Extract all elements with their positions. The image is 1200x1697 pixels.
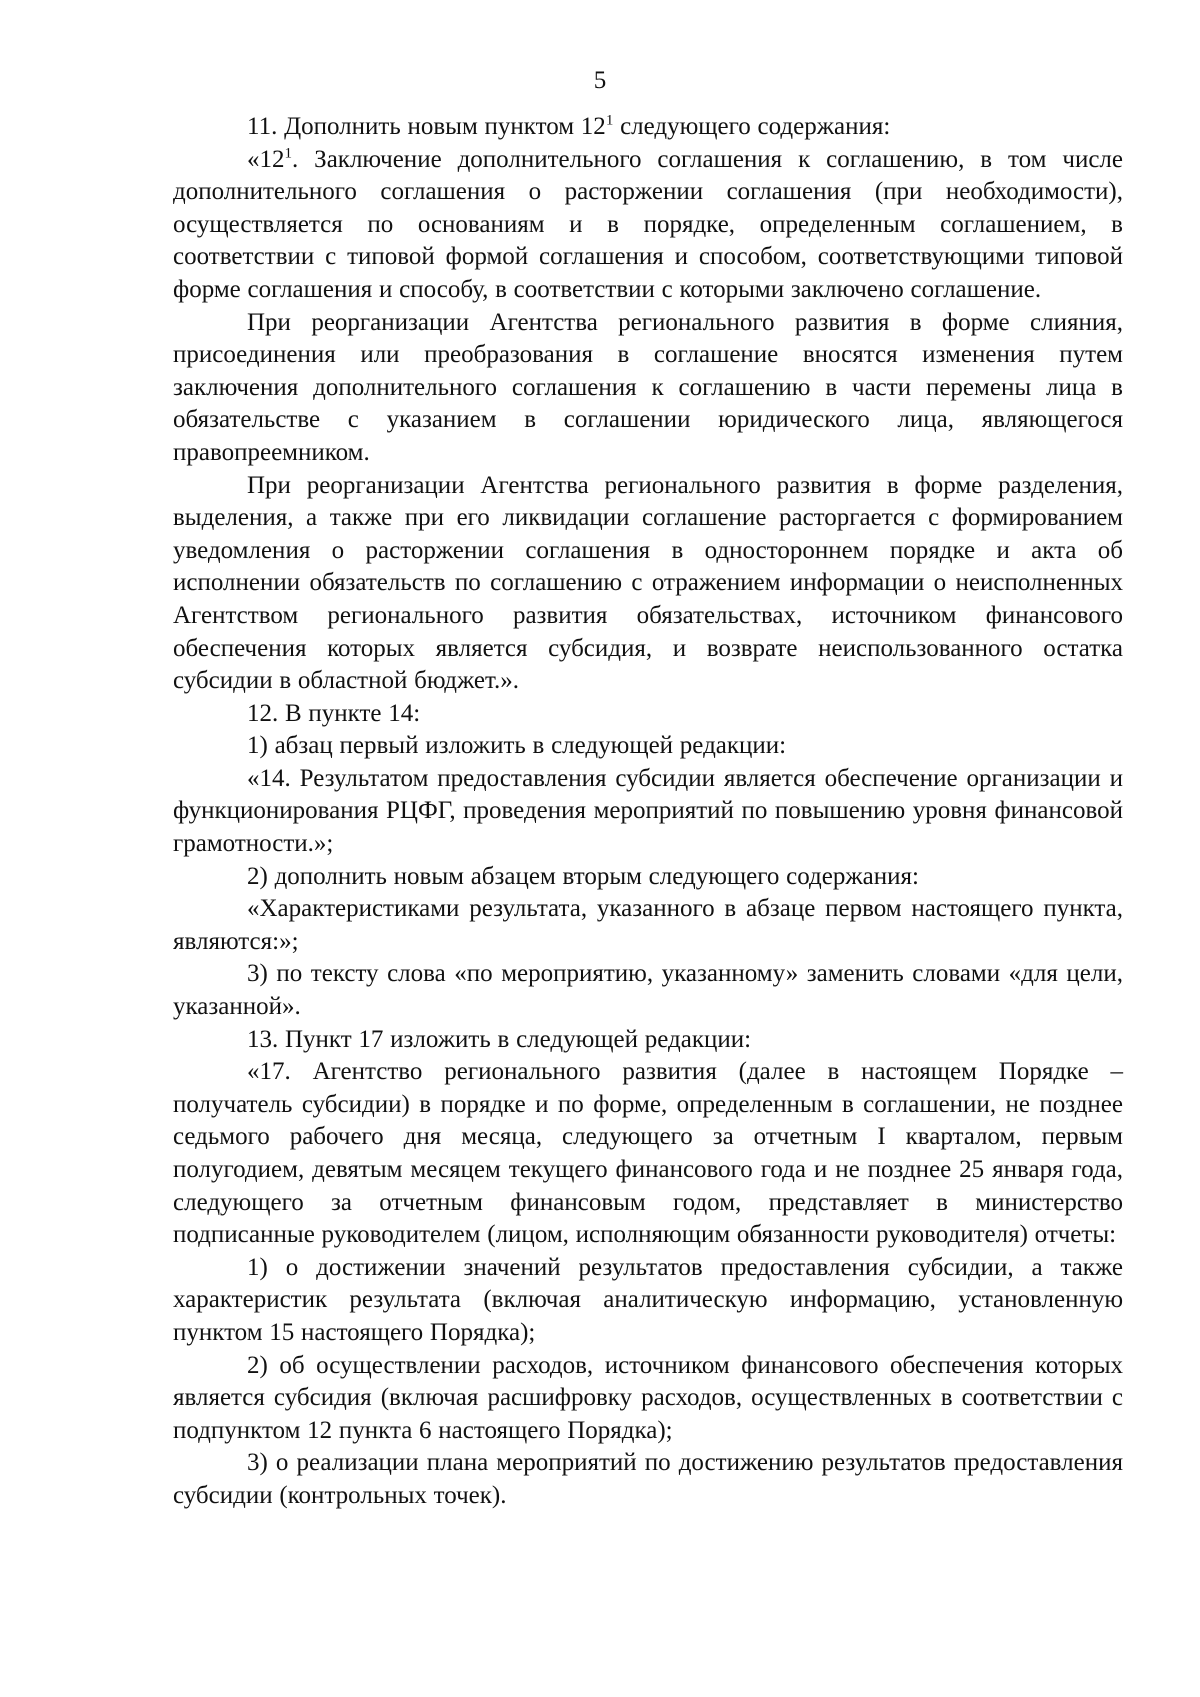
paragraph-subitem-2: 2) дополнить новым абзацем вторым следующего содержания:: [247, 862, 919, 890]
page-number: 5: [593, 67, 607, 94]
paragraph-subitem-1: 1) абзац первый изложить в следующей редакции:: [247, 732, 787, 760]
paragraph-item-13: 13. Пункт 17 изложить в следующей редакции:: [247, 1025, 752, 1053]
paragraph-item-12-1-text: «$12^1$. Заключение дополнительного соглашения к соглашению, в том числе дополнительного соглашения о расторжении соглашения (при необходимости), осуществляется по основаниям и в порядке, определенным соглашением, в соответствии с типовой формой соглашения и способом, соответствующими типовой форме соглашения и способу, в соответствии с которыми заключено соглашение.: [173, 145, 1123, 303]
paragraph-characteristics-text: «Характеристиками результата, указанного в абзаце первом настоящего пункта, являются:»;: [173, 895, 1123, 955]
document-body: [173, 111, 1123, 1513]
paragraph-subitem-3: 3) по тексту слова «по мероприятию, указанному» заменить словами «для цели, указанной».: [173, 960, 1123, 1021]
paragraph-item-11: 11. Дополнить новым пунктом $12^1$ следующего содержания:: [247, 112, 891, 140]
paragraph-report-1: 1) о достижении значений результатов предоставления субсидии, а также характеристик результата (включая аналитическую информацию, установленную пунктом 15 настоящего Порядка);: [173, 1253, 1123, 1346]
paragraph-item-14-text: «14. Результатом предоставления субсидии является обеспечение организации и функционирования РЦФГ, проведения мероприятий по повышению уровня финансовой грамотности.»;: [173, 764, 1123, 858]
paragraph-report-3: 3) о реализации плана мероприятий по достижению результатов предоставления субсидии (контрольных точек).: [173, 1449, 1123, 1509]
paragraph-reorganization-merger: При реорганизации Агентства регионального развития в форме слияния, присоединения или преобразования в соглашение вносятся изменения путем заключения дополнительного соглашения к соглашению в части перемены лица в обязательстве с указанием в соглашении юридического лица, являющегося правопреемником.: [173, 308, 1123, 466]
paragraph-reorganization-division: При реорганизации Агентства регионального развития в форме разделения, выделения, а также при его ликвидации соглашение расторгается с формированием уведомления о расторжении соглашения в одностороннем порядке и акта об исполнении обязательств по соглашению с отражением информации о неисполненных Агентством регионального развития обязательствах, источником финансового обеспечения которых является субсидия, и возврате неиспользованного остатка субсидии в областной бюджет.».: [173, 471, 1123, 695]
paragraph-report-2: 2) об осуществлении расходов, источником финансового обеспечения которых является субсидия (включая расшифровку расходов, осуществленных в соответствии с подпунктом 12 пункта 6 настоящего Порядка);: [173, 1351, 1123, 1444]
paragraph-item-17-text: «17. Агентство регионального развития (далее в настоящем Порядке – получатель субсидии) в порядке и по форме, определенным в соглашении, не позднее седьмого рабочего дня месяца, следующего за отчетным I кварталом, первым полугодием, девятым месяцем текущего финансового года и не позднее 25 января года, следующего за отчетным финансовым годом, представляет в министерство подписанные руководителем (лицом, исполняющим обязанности руководителя) отчеты:: [173, 1058, 1123, 1249]
paragraph-item-12: 12. В пункте 14:: [247, 699, 421, 727]
